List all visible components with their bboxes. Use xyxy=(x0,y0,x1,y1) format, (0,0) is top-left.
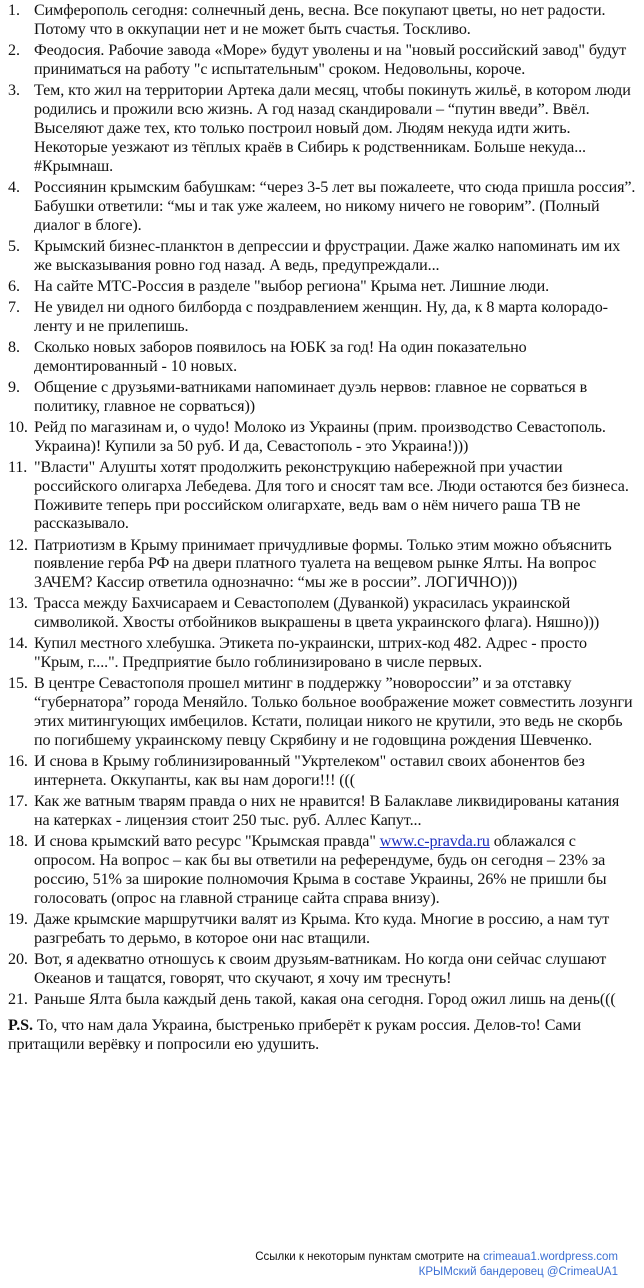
item-text: Тем, кто жил на территории Артека дали месяц, чтобы покинуть жильё, в котором люди родились и прожили всю жизнь. А год назад скандировали – “путин введи”. Ввёл. Выселяют даже тех, кто только построил новый дом. Людям некуда идти жить. Некоторые уезжают из тёплых краёв в Сибирь к родственникам. Больше некуда... #Крымнаш. xyxy=(34,82,631,175)
list-item xyxy=(8,753,636,791)
postscript xyxy=(8,1016,636,1054)
item-text-before-link: И снова крымский вато ресурс "Крымская правда" xyxy=(34,833,380,851)
postscript-text: То, что нам дала Украина, быстренько приберёт к рукам россия. Делов-то! Сами притащили верёвку и попросили ею удушить. xyxy=(8,1016,582,1054)
item-number: 8. xyxy=(8,338,20,356)
list-item xyxy=(8,833,636,909)
item-text xyxy=(34,833,636,909)
item-text: Общение с друзьями-ватниками напоминает дуэль нервов: главное не сорваться в политику, главное не сорваться)) xyxy=(34,378,588,415)
item-text: Рейд по магазинам и, о чудо! Молоко из Украины (прим. производство Севастополь. Украина)! Купили за 50 руб. И да, Севастополь - это Украина!))) xyxy=(34,418,606,455)
item-number: 15. xyxy=(8,675,28,693)
list-item xyxy=(8,991,636,1010)
item-text: Как же ватным тварям правда о них не нравится! В Балаклаве ликвидированы катания на катерках - лицензия стоит 250 тыс. руб. Аллес Капут... xyxy=(34,793,620,830)
footer-site-link[interactable]: crimeaua1.wordpress.com xyxy=(483,1251,618,1263)
item-text: "Власти" Алушты хотят продолжить реконструкцию набережной при участии российского олигарха Лебедева. Для того и сносят там все. Люди остаются без бизнеса. Поживите теперь при российском олигархате, ведь вам о нём ничего раша ТВ не рассказывало. xyxy=(34,458,629,533)
item-number: 4. xyxy=(8,178,20,196)
item-text: И снова в Крыму гоблинизированный "Укртелеком" оставил своих абонентов без интернета. Оккупанты, как вы нам дороги!!! ((( xyxy=(34,753,585,790)
item-text: Вот, я адекватно отношусь к своим друзьям-ватникам. Но когда они сейчас слушают Океанов и тащатся, говорят, что скучают, я хочу им треснуть! xyxy=(34,951,607,987)
item-text: В центре Севастополя прошел митинг в поддержку ”новороссии” и за отставку “губернатора” города Меняйло. Только больное воображение может совместить лозунги этих митингующих имбецилов. Кстати, полицаи никого не крутили, это ведь не скорбь по погибшему украинскому певцу Скрябину и не годовщина рождения Шевченко. xyxy=(34,675,633,750)
item-number: 9. xyxy=(8,378,20,396)
item-text: Сколько новых заборов появилось на ЮБК за год! На один показательно демонтированный - 10 новых. xyxy=(34,338,527,375)
item-text: Даже крымские маршрутчики валят из Крыма. Кто куда. Многие в россию, а нам тут разгребать то дерьмо, в которое они нас втащили. xyxy=(34,911,610,947)
item-text: Крымский бизнес-планктон в депрессии и фрустрации. Даже жалко напоминать им их же высказывания ровно год назад. А ведь, предупреждали... xyxy=(34,237,621,274)
item-text: Симферополь сегодня: солнечный день, весна. Все покупают цветы, но нет радости. Потому что в оккупации нет и не может быть счастья. Тоскливо. xyxy=(34,2,606,38)
item-number: 10. xyxy=(8,418,28,436)
list-item xyxy=(8,595,636,633)
list-item xyxy=(8,419,636,457)
list-item xyxy=(8,299,636,337)
item-number: 16. xyxy=(8,753,28,771)
item-text: Россиянин крымским бабушкам: “через 3-5 лет вы пожалеете, что сюда пришла россия”. Бабушки ответили: “мы и так уже жалеем, но никому ничего не говорим”. (Полный диалог в блоге). xyxy=(34,178,636,234)
item-number: 20. xyxy=(8,951,28,969)
item-text-after-link: облажался с опросом. На вопрос – как бы вы ответили на референдуме, будь он сегодня – 23% за россию, 51% за широкие полномочия Крыма в составе Украины, 26% не пришли бы голосовать (опрос на главной странице сайта справа внизу). xyxy=(34,833,607,907)
item-text: Феодосия. Рабочие завода «Море» будут уволены и на "новый российский завод" будут приниматься на работу "с испытательным" сроком. Недовольны, короче. xyxy=(34,42,627,78)
list-item xyxy=(8,911,636,949)
list-item xyxy=(8,2,636,40)
item-number: 11. xyxy=(8,458,28,476)
item-text: Трасса между Бахчисараем и Севастополем (Дуванкой) украсилась украинской символикой. Хвосты отбойников выкрашены в цвета украинского флага). Няшно))) xyxy=(34,595,600,632)
list-item xyxy=(8,537,636,594)
item-text: Не увидел ни одного билборда с поздравлением женщин. Ну, да, к 8 марта колорадо-ленту и не прилепишь. xyxy=(34,298,608,335)
item-number: 2. xyxy=(8,42,20,59)
list-item xyxy=(8,278,636,297)
item-number: 21. xyxy=(8,991,28,1009)
list-item xyxy=(8,459,636,535)
footer-author: КРЫМский бандеровец @CrimeaUA1 xyxy=(418,1266,618,1278)
item-text: Раньше Ялта была каждый день такой, какая она сегодня. Город ожил лишь на день((( xyxy=(34,991,616,1009)
item-number: 18. xyxy=(8,833,28,851)
item-number: 1. xyxy=(8,2,20,19)
footer-note: Ссылки к некоторым пунктам смотрите на xyxy=(255,1251,484,1263)
item-text: Купил местного хлебушка. Этикета по-украински, штрих-код 482. Адрес - просто "Крым, г....". Предприятие было гоблинизировано в числе первых. xyxy=(34,635,587,672)
item-number: 19. xyxy=(8,911,28,929)
item-number: 13. xyxy=(8,595,28,613)
c-pravda-link[interactable]: www.c-pravda.ru xyxy=(379,833,490,851)
list-item xyxy=(8,379,636,417)
list-item xyxy=(8,339,636,377)
item-text: Патриотизм в Крыму принимает причудливые формы. Только этим можно объяснить появление герба РФ на двери платного туалета на вещевом рынке Ялты. На вопрос ЗАЧЕМ? Кассир ответила однозначно: “мы же в россии”. ЛОГИЧНО))) xyxy=(34,536,612,592)
item-text: На сайте МТС-Россия в разделе "выбор региона" Крыма нет. Лишние люди. xyxy=(34,277,550,295)
list-item xyxy=(8,42,636,80)
list-item xyxy=(8,82,636,177)
postscript-label: P.S. xyxy=(8,1016,33,1034)
item-number: 12. xyxy=(8,536,28,554)
item-number: 3. xyxy=(8,82,20,99)
footer xyxy=(255,1250,618,1280)
list-item xyxy=(8,675,636,751)
item-number: 7. xyxy=(8,298,20,316)
list-item xyxy=(8,179,636,236)
footer-note-line xyxy=(255,1250,618,1265)
item-number: 17. xyxy=(8,793,28,811)
list-item xyxy=(8,635,636,673)
list-item xyxy=(8,951,636,989)
list-item xyxy=(8,793,636,831)
item-number: 6. xyxy=(8,277,20,295)
item-number: 14. xyxy=(8,635,28,653)
item-number: 5. xyxy=(8,237,20,255)
list-item xyxy=(8,238,636,276)
